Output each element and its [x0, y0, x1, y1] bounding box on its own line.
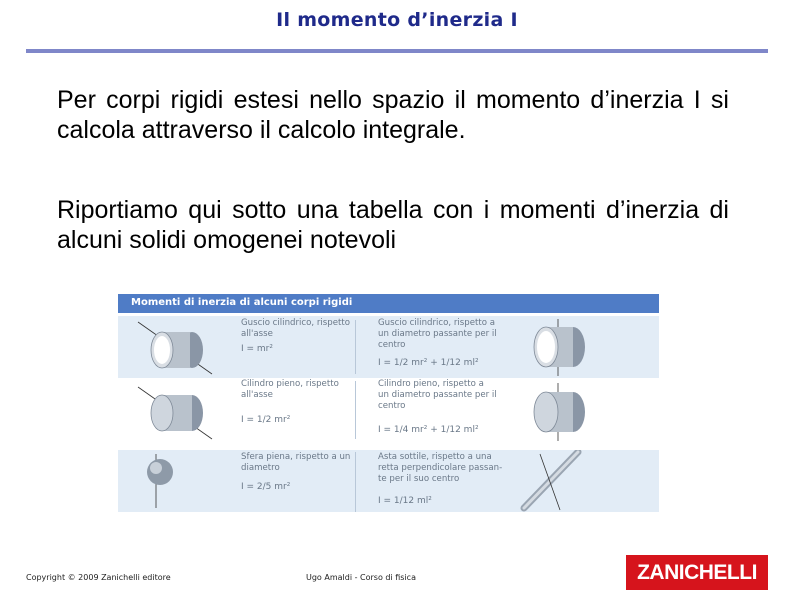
zanichelli-logo: ZANICHELLI	[626, 555, 768, 590]
table-header-label: Momenti di inerzia di alcuni corpi rigidi	[131, 297, 353, 308]
title-divider	[26, 49, 768, 53]
hollow-cylinder-axis-illustration	[132, 316, 218, 378]
row2-right-formula: I = 1/4 mr² + 1/12 ml²	[378, 425, 479, 435]
row1-right-description: Guscio cilindrico, rispetto a un diametro passante per il centro	[378, 318, 497, 350]
row1-left-formula: I = mr²	[241, 344, 273, 354]
row2-left-formula: I = 1/2 mr²	[241, 415, 291, 425]
table-row	[118, 316, 659, 378]
solid-sphere-illustration	[142, 450, 202, 512]
table-header	[118, 294, 659, 313]
copyright-notice: Copyright © 2009 Zanichelli editore	[26, 573, 171, 582]
row3-right-description: Asta sottile, rispetto a una retta perpendicolare passan- te per il suo centro	[378, 452, 503, 484]
row1-right-formula: I = 1/2 mr² + 1/12 ml²	[378, 358, 479, 368]
row3-left-description: Sfera piena, rispetto a un diametro	[241, 452, 351, 473]
slide-title: Il momento d’inerzia I	[276, 9, 518, 31]
row1-left-description: Guscio cilindrico, rispetto all'asse	[241, 318, 350, 339]
course-credit: Ugo Amaldi - Corso di fisica	[306, 573, 416, 582]
solid-cylinder-diameter-illustration	[518, 381, 628, 443]
table-row	[118, 379, 659, 441]
inertia-table-figure	[118, 294, 659, 520]
row3-right-formula: I = 1/12 ml²	[378, 496, 432, 506]
row2-left-description: Cilindro pieno, rispetto all'asse	[241, 379, 339, 400]
paragraph-integral: Per corpi rigidi estesi nello spazio il momento d’inerzia I si calcola attraverso il calcolo integrale.	[57, 86, 729, 144]
table-row	[118, 450, 659, 512]
row3-left-formula: I = 2/5 mr²	[241, 482, 291, 492]
paragraph-table-intro: Riportiamo qui sotto una tabella con i momenti d’inerzia di alcuni solidi omogenei notevoli	[57, 196, 729, 254]
solid-cylinder-axis-illustration	[132, 381, 218, 443]
row2-right-description: Cilindro pieno, rispetto a un diametro passante per il centro	[378, 379, 497, 411]
hollow-cylinder-diameter-illustration	[518, 316, 628, 378]
thin-rod-illustration	[518, 450, 588, 512]
